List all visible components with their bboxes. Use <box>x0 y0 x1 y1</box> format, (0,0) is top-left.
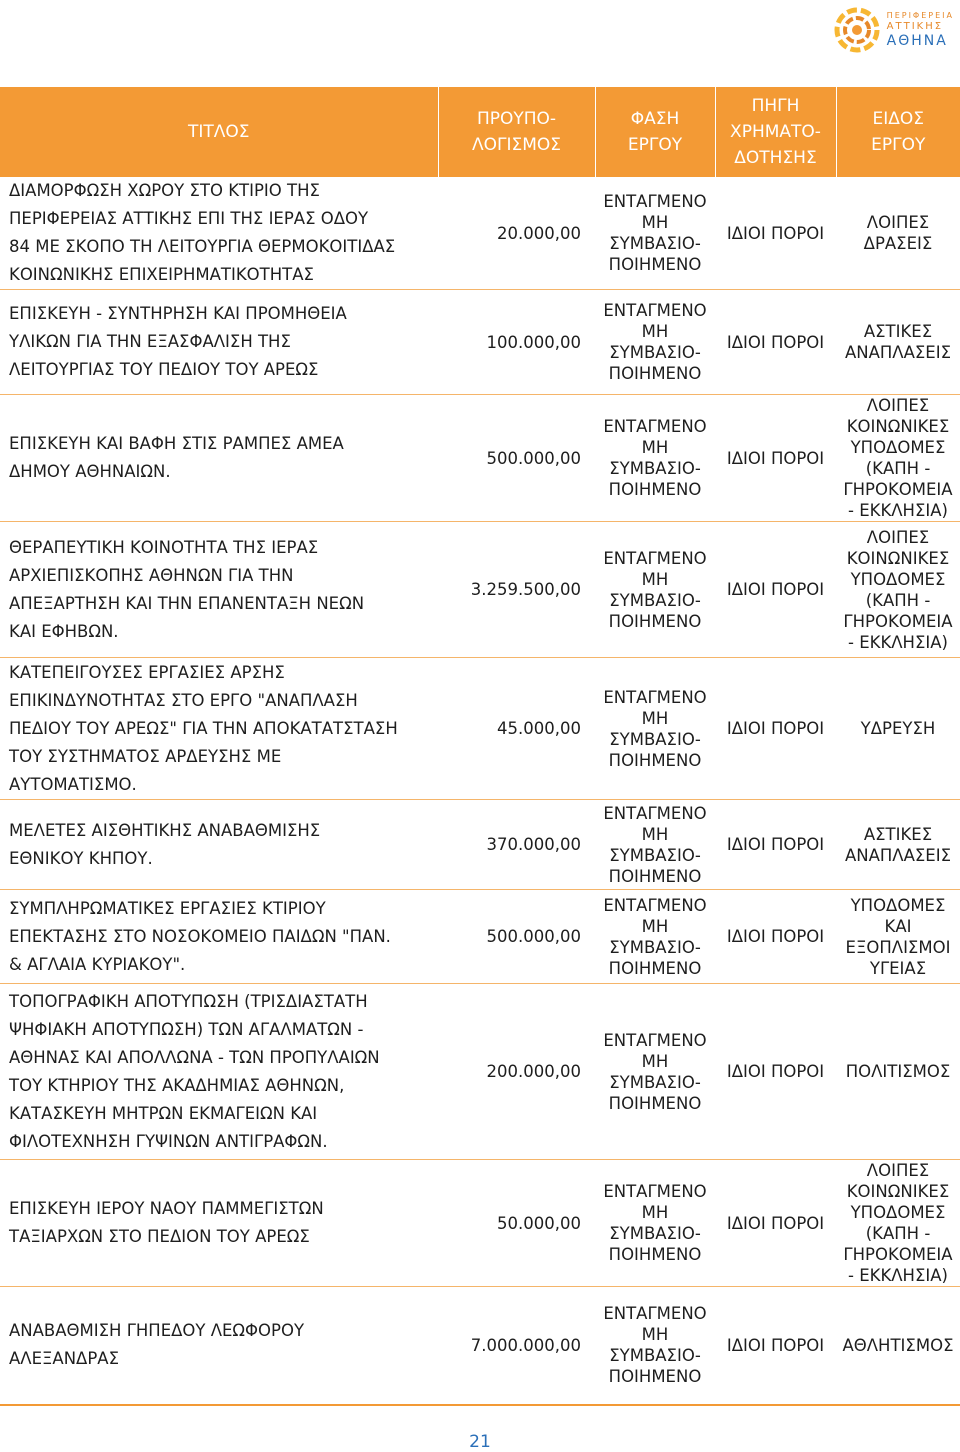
row-budget: 500.000,00 <box>438 395 595 522</box>
table-row <box>0 1287 960 1405</box>
row-source: ΙΔΙΟΙ ΠΟΡΟΙ <box>715 984 836 1160</box>
page-number: 21 <box>469 1432 491 1452</box>
row-title: ΕΠΙΣΚΕΥΗ ΚΑΙ ΒΑΦΗ ΣΤΙΣ ΡΑΜΠΕΣ ΑΜΕΑ ΔΗΜΟΥ ΑΘΗΝΑΙΩΝ. <box>0 395 438 522</box>
row-kind: ΑΣΤΙΚΕΣ ΑΝΑΠΛΑΣΕΙΣ <box>836 290 960 395</box>
table-row <box>0 800 960 890</box>
table-row <box>0 290 960 395</box>
row-kind: ΛΟΙΠΕΣ ΚΟΙΝΩΝΙΚΕΣ ΥΠΟΔΟΜΕΣ (ΚΑΠΗ - ΓΗΡΟΚΟΜΕΙΑ - ΕΚΚΛΗΣΙΑ) <box>836 522 960 658</box>
row-phase: ΕΝΤΑΓΜΕΝΟ ΜΗ ΣΥΜΒΑΣΙΟ- ΠΟΙΗΜΕΝΟ <box>595 984 715 1160</box>
row-budget: 100.000,00 <box>438 290 595 395</box>
row-source: ΙΔΙΟΙ ΠΟΡΟΙ <box>715 890 836 984</box>
logo-line-3: ΑΘΗΝΑ <box>886 33 948 49</box>
header-kind: ΕΙΔΟΣ ΕΡΓΟΥ <box>836 87 960 177</box>
sun-logo-icon <box>831 4 883 56</box>
row-kind: ΥΔΡΕΥΣΗ <box>836 658 960 800</box>
row-title: ΕΠΙΣΚΕΥΗ - ΣΥΝΤΗΡΗΣΗ ΚΑΙ ΠΡΟΜΗΘΕΙΑ ΥΛΙΚΩΝ ΓΙΑ ΤΗΝ ΕΞΑΣΦΑΛΙΣΗ ΤΗΣ ΛΕΙΤΟΥΡΓΙΑΣ ΤΟΥ ΠΕΔΙΟΥ ΤΟΥ ΑΡΕΩΣ <box>0 290 438 395</box>
row-title: ΘΕΡΑΠΕΥΤΙΚΗ ΚΟΙΝΟΤΗΤΑ ΤΗΣ ΙΕΡΑΣ ΑΡΧΙΕΠΙΣΚΟΠΗΣ ΑΘΗΝΩΝ ΓΙΑ ΤΗΝ ΑΠΕΞΑΡΤΗΣΗ ΚΑΙ ΤΗΝ ΕΠΑΝΕΝΤΑΞΗ ΝΕΩΝ ΚΑΙ ΕΦΗΒΩΝ. <box>0 522 438 658</box>
row-source: ΙΔΙΟΙ ΠΟΡΟΙ <box>715 177 836 290</box>
row-source: ΙΔΙΟΙ ΠΟΡΟΙ <box>715 395 836 522</box>
row-title: ΚΑΤΕΠΕΙΓΟΥΣΕΣ ΕΡΓΑΣΙΕΣ ΑΡΣΗΣ ΕΠΙΚΙΝΔΥΝΟΤΗΤΑΣ ΣΤΟ ΕΡΓΟ "ΑΝΑΠΛΑΣΗ ΠΕΔΙΟΥ ΤΟΥ ΑΡΕΩΣ" ΓΙΑ ΤΗΝ ΑΠΟΚΑΤΑΤΣΤΑΣΗ ΤΟΥ ΣΥΣΤΗΜΑΤΟΣ ΑΡΔΕΥΣΗΣ ΜΕ ΑΥΤΟΜΑΤΙΣΜΟ. <box>0 658 438 800</box>
row-budget: 20.000,00 <box>438 177 595 290</box>
row-source: ΙΔΙΟΙ ΠΟΡΟΙ <box>715 1160 836 1287</box>
table-row <box>0 1160 960 1287</box>
row-title: ΣΥΜΠΛΗΡΩΜΑΤΙΚΕΣ ΕΡΓΑΣΙΕΣ ΚΤΙΡΙΟΥ ΕΠΕΚΤΑΣΗΣ ΣΤΟ ΝΟΣΟΚΟΜΕΙΟ ΠΑΙΔΩΝ "ΠΑΝ. & ΑΓΛΑΙΑ ΚΥΡΙΑΚΟΥ". <box>0 890 438 984</box>
row-budget: 200.000,00 <box>438 984 595 1160</box>
region-logo <box>831 4 954 56</box>
row-phase: ΕΝΤΑΓΜΕΝΟ ΜΗ ΣΥΜΒΑΣΙΟ- ΠΟΙΗΜΕΝΟ <box>595 290 715 395</box>
row-budget: 370.000,00 <box>438 800 595 890</box>
row-phase: ΕΝΤΑΓΜΕΝΟ ΜΗ ΣΥΜΒΑΣΙΟ- ΠΟΙΗΜΕΝΟ <box>595 177 715 290</box>
row-title: ΕΠΙΣΚΕΥΗ ΙΕΡΟΥ ΝΑΟΥ ΠΑΜΜΕΓΙΣΤΩΝ ΤΑΞΙΑΡΧΩΝ ΣΤΟ ΠΕΔΙΟΝ ΤΟΥ ΑΡΕΩΣ <box>0 1160 438 1287</box>
row-phase: ΕΝΤΑΓΜΕΝΟ ΜΗ ΣΥΜΒΑΣΙΟ- ΠΟΙΗΜΕΝΟ <box>595 1160 715 1287</box>
table-row <box>0 890 960 984</box>
row-budget: 7.000.000,00 <box>438 1287 595 1405</box>
row-phase: ΕΝΤΑΓΜΕΝΟ ΜΗ ΣΥΜΒΑΣΙΟ- ΠΟΙΗΜΕΝΟ <box>595 1287 715 1405</box>
row-budget: 50.000,00 <box>438 1160 595 1287</box>
header-title: ΤΙΤΛΟΣ <box>0 87 438 177</box>
header-source: ΠΗΓΗ ΧΡΗΜΑΤΟ- ΔΟΤΗΣΗΣ <box>715 87 836 177</box>
projects-table <box>0 87 960 1406</box>
row-kind: ΛΟΙΠΕΣ ΚΟΙΝΩΝΙΚΕΣ ΥΠΟΔΟΜΕΣ (ΚΑΠΗ - ΓΗΡΟΚΟΜΕΙΑ - ΕΚΚΛΗΣΙΑ) <box>836 1160 960 1287</box>
table-header-row <box>0 87 960 177</box>
row-title: ΤΟΠΟΓΡΑΦΙΚΗ ΑΠΟΤΥΠΩΣΗ (ΤΡΙΣΔΙΑΣΤΑΤΗ ΨΗΦΙΑΚΗ ΑΠΟΤΥΠΩΣΗ) ΤΩΝ ΑΓΑΛΜΑΤΩΝ - ΑΘΗΝΑΣ ΚΑΙ ΑΠΟΛΛΩΝΑ - ΤΩΝ ΠΡΟΠΥΛΑΙΩΝ ΤΟΥ ΚΤΗΡΙΟΥ ΤΗΣ ΑΚΑΔΗΜΙΑΣ ΑΘΗΝΩΝ, ΚΑΤΑΣΚΕΥΗ ΜΗΤΡΩΝ ΕΚΜΑΓΕΙΩΝ ΚΑΙ ΦΙΛΟΤΕΧΝΗΣΗ ΓΥΨΙΝΩΝ ΑΝΤΙΓΡΑΦΩΝ. <box>0 984 438 1160</box>
logo-line-2: ΑΤΤΙΚΗΣ <box>886 21 944 32</box>
row-phase: ΕΝΤΑΓΜΕΝΟ ΜΗ ΣΥΜΒΑΣΙΟ- ΠΟΙΗΜΕΝΟ <box>595 395 715 522</box>
row-kind: ΛΟΙΠΕΣ ΚΟΙΝΩΝΙΚΕΣ ΥΠΟΔΟΜΕΣ (ΚΑΠΗ - ΓΗΡΟΚΟΜΕΙΑ - ΕΚΚΛΗΣΙΑ) <box>836 395 960 522</box>
table-row <box>0 177 960 290</box>
row-budget: 3.259.500,00 <box>438 522 595 658</box>
header-phase: ΦΑΣΗ ΕΡΓΟΥ <box>595 87 715 177</box>
row-source: ΙΔΙΟΙ ΠΟΡΟΙ <box>715 522 836 658</box>
table-row <box>0 658 960 800</box>
row-kind: ΑΣΤΙΚΕΣ ΑΝΑΠΛΑΣΕΙΣ <box>836 800 960 890</box>
row-phase: ΕΝΤΑΓΜΕΝΟ ΜΗ ΣΥΜΒΑΣΙΟ- ΠΟΙΗΜΕΝΟ <box>595 890 715 984</box>
row-kind: ΛΟΙΠΕΣ ΔΡΑΣΕΙΣ <box>836 177 960 290</box>
row-source: ΙΔΙΟΙ ΠΟΡΟΙ <box>715 1287 836 1405</box>
row-kind: ΥΠΟΔΟΜΕΣ ΚΑΙ ΕΞΟΠΛΙΣΜΟΙ ΥΓΕΙΑΣ <box>836 890 960 984</box>
logo-line-1: ΠΕΡΙΦΕΡΕΙΑ <box>886 11 954 20</box>
table-row <box>0 984 960 1160</box>
table-row <box>0 522 960 658</box>
row-phase: ΕΝΤΑΓΜΕΝΟ ΜΗ ΣΥΜΒΑΣΙΟ- ΠΟΙΗΜΕΝΟ <box>595 658 715 800</box>
row-budget: 500.000,00 <box>438 890 595 984</box>
row-phase: ΕΝΤΑΓΜΕΝΟ ΜΗ ΣΥΜΒΑΣΙΟ- ΠΟΙΗΜΕΝΟ <box>595 522 715 658</box>
table-row <box>0 395 960 522</box>
row-source: ΙΔΙΟΙ ΠΟΡΟΙ <box>715 658 836 800</box>
row-title: ΔΙΑΜΟΡΦΩΣΗ ΧΩΡΟΥ ΣΤΟ ΚΤΙΡΙΟ ΤΗΣ ΠΕΡΙΦΕΡΕΙΑΣ ΑΤΤΙΚΗΣ ΕΠΙ ΤΗΣ ΙΕΡΑΣ ΟΔΟΥ 84 ΜΕ ΣΚΟΠΟ ΤΗ ΛΕΙΤΟΥΡΓΙΑ ΘΕΡΜΟΚΟΙΤΙΔΑΣ ΚΟΙΝΩΝΙΚΗΣ ΕΠΙΧΕΙΡΗΜΑΤΙΚΟΤΗΤΑΣ <box>0 177 438 290</box>
row-source: ΙΔΙΟΙ ΠΟΡΟΙ <box>715 800 836 890</box>
row-source: ΙΔΙΟΙ ΠΟΡΟΙ <box>715 290 836 395</box>
header-budget: ΠΡΟΥΠΟ- ΛΟΓΙΣΜΟΣ <box>438 87 595 177</box>
row-phase: ΕΝΤΑΓΜΕΝΟ ΜΗ ΣΥΜΒΑΣΙΟ- ΠΟΙΗΜΕΝΟ <box>595 800 715 890</box>
row-kind: ΠΟΛΙΤΙΣΜΟΣ <box>836 984 960 1160</box>
row-title: ΑΝΑΒΑΘΜΙΣΗ ΓΗΠΕΔΟΥ ΛΕΩΦΟΡΟΥ ΑΛΕΞΑΝΔΡΑΣ <box>0 1287 438 1405</box>
row-kind: ΑΘΛΗΤΙΣΜΟΣ <box>836 1287 960 1405</box>
row-title: ΜΕΛΕΤΕΣ ΑΙΣΘΗΤΙΚΗΣ ΑΝΑΒΑΘΜΙΣΗΣ ΕΘΝΙΚΟΥ ΚΗΠΟΥ. <box>0 800 438 890</box>
row-budget: 45.000,00 <box>438 658 595 800</box>
